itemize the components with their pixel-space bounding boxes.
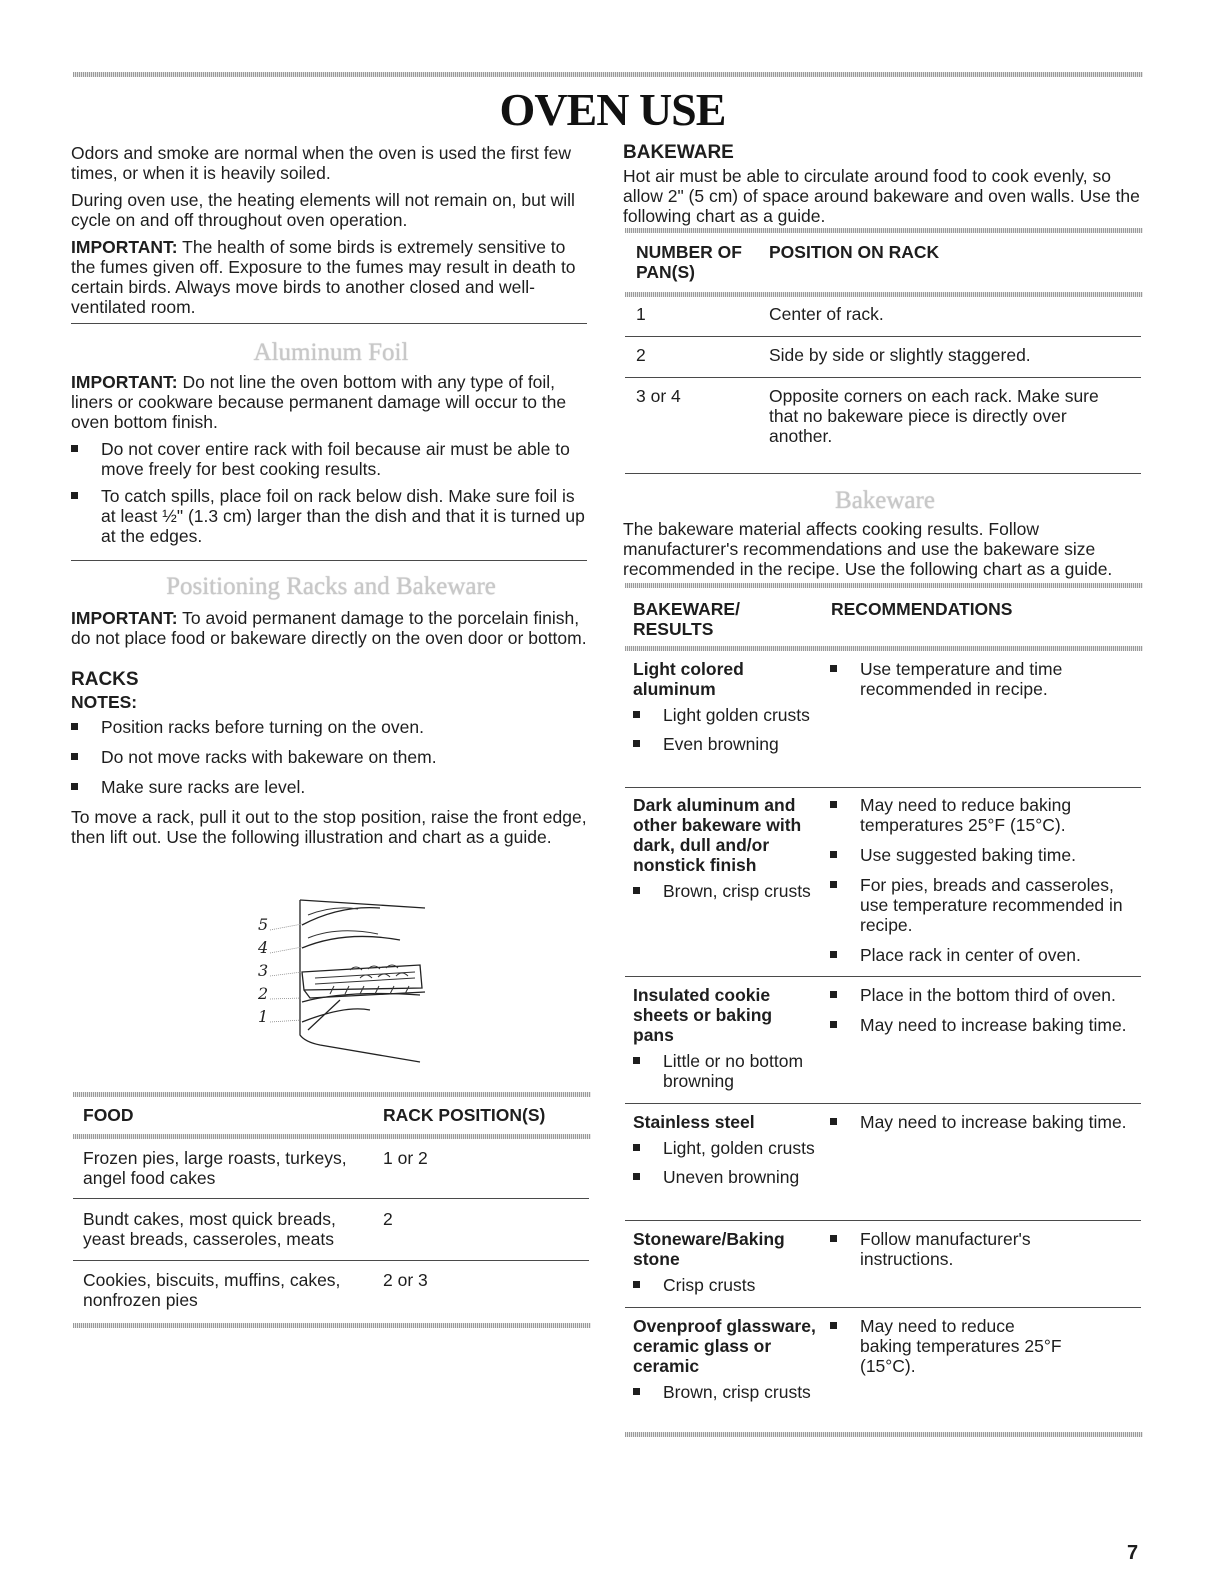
row-divider [73,1198,589,1199]
bullet-icon [633,1057,640,1064]
bullet-icon [830,801,837,808]
bullet-icon [71,783,78,790]
bullet-text: Place rack in center of oven. [860,945,1081,965]
bullet-icon [633,711,640,718]
recommendation-cell [830,1112,1140,1139]
bakeware-heading: BAKEWARE [623,142,734,163]
bakeware-type-cell [633,659,818,761]
page-title: OVEN USE [499,84,726,135]
note-bullet [71,747,591,767]
result-bullet [633,734,818,754]
bullet-icon [830,991,837,998]
table-cell: Cookies, biscuits, muffins, cakes, nonfrozen pies [83,1270,341,1310]
bakeware-type-cell [633,985,808,1098]
table-rule [625,1432,1143,1437]
table-cell: Bundt cakes, most quick breads, yeast breads, casseroles, meats [83,1209,336,1249]
table-cell: Frozen pies, large roasts, turkeys, angel food cakes [83,1148,347,1188]
bullet-text: Make sure racks are level. [101,777,306,797]
recommendation-cell [830,659,1135,706]
bullet-text: Light, golden crusts [663,1138,815,1158]
bullet-text: To catch spills, place foil on rack below dish. Make sure foil is at least ½" (1.3 cm) larger than the dish and that it is turned up at the edges. [101,486,585,546]
rack-label: 2 [258,984,269,1003]
bullet-text: May need to reduce baking temperatures 25°F (15°C). [860,1316,1062,1376]
bullet-text: May need to reduce baking temperatures 25°F (15°C). [860,795,1072,835]
row-divider [625,1103,1141,1104]
rack-label: 4 [258,938,269,957]
section-divider [625,473,1141,474]
aluminum-foil-title: Aluminum Foil [253,339,409,366]
table-cell: 1 or 2 [383,1148,428,1168]
bullet-icon [71,753,78,760]
bullet-icon [633,1173,640,1180]
table-cell: 2 [383,1209,393,1229]
table-rule [625,292,1143,297]
important-text: Do not line the oven bottom with any type of foil, liners or cookware because permanent damage will occur to the oven bottom finish. [71,372,567,432]
rack-label: 1 [258,1007,269,1026]
positioning-important [71,608,591,648]
bullet-text: May need to increase baking time. [860,1015,1127,1035]
intro-paragraph-2: During oven use, the heating elements will not remain on, but will cycle on and off throughout oven operation. [71,190,575,230]
result-bullet [633,881,818,901]
bullet-icon [830,1235,837,1242]
important-label: IMPORTANT: [71,608,178,628]
bakeware-name: Stainless steel [633,1112,755,1132]
bullet-text: Do not cover entire rack with foil because air must be able to move freely for best cooking results. [101,439,570,479]
bullet-text: Even browning [663,734,779,754]
rack-illustration [250,890,430,1065]
table-header: RECOMMENDATIONS [831,599,1013,619]
bakeware-name: Ovenproof glassware, ceramic glass or ceramic [633,1316,816,1376]
bullet-icon [71,723,78,730]
bullet-icon [633,1144,640,1151]
top-rule [73,72,1143,77]
table-rule [73,1134,591,1139]
foil-important [71,372,591,432]
recommendation-bullet [830,1015,1140,1035]
row-divider [625,1307,1141,1308]
intro-section [71,143,591,324]
bakeware-type-cell [633,1112,818,1194]
bullet-icon [830,951,837,958]
bakeware-name: Light colored aluminum [633,659,744,699]
bullet-icon [71,492,78,499]
bullet-text: Light golden crusts [663,705,810,725]
rack-label: 3 [258,961,269,980]
recommendation-bullet [830,1229,1050,1269]
positioning-title: Positioning Racks and Bakeware [166,573,496,600]
important-text: To avoid permanent damage to the porcelain finish, do not place food or bakeware directly on the oven door or bottom. [71,608,587,648]
important-label: IMPORTANT: [71,237,178,257]
result-bullet [633,1275,818,1295]
notes-heading: NOTES: [71,692,138,712]
table-cell: 2 [636,345,646,365]
recommendation-bullet [830,945,1140,965]
bullet-icon [633,740,640,747]
foil-bullet [71,439,591,479]
table-cell: Center of rack. [769,304,884,324]
recommendation-bullet [830,659,1135,699]
result-bullet [633,705,818,725]
table-cell: 3 or 4 [636,386,681,406]
bullet-icon [830,851,837,858]
bakeware-intro-text: Hot air must be able to circulate around food to cook evenly, so allow 2" (5 cm) of space around bakeware and oven walls. Use the following chart as a guide. [623,166,1140,226]
recommendation-bullet [830,795,1140,835]
result-bullet [633,1138,818,1158]
recommendation-cell [830,1316,1070,1383]
bullet-text: Brown, crisp crusts [663,881,811,901]
row-divider [625,377,1141,378]
bullet-text: Use temperature and time recommended in recipe. [860,659,1063,699]
bullet-icon [830,1118,837,1125]
aluminum-foil-section [71,338,591,553]
bullet-icon [633,887,640,894]
note-bullet [71,777,591,797]
bullet-text: Follow manufacturer's instructions. [860,1229,1031,1269]
section-divider [71,560,587,561]
recommendation-bullet [830,875,1140,935]
table-cell: Opposite corners on each rack. Make sure that no bakeware piece is directly over another. [769,386,1099,446]
recommendation-cell [830,985,1140,1042]
row-divider [625,1220,1141,1221]
positioning-section [71,572,591,854]
table-header: POSITION ON RACK [769,242,940,262]
move-rack-text: To move a rack, pull it out to the stop position, raise the front edge, then lift out. Use the following illustration and chart as a guide. [71,807,587,847]
bullet-icon [830,881,837,888]
recommendation-cell [830,1229,1050,1276]
bullet-icon [830,665,837,672]
bakeware-results-table [625,583,1143,1438]
bullet-text: Place in the bottom third of oven. [860,985,1116,1005]
bakeware-type-cell [633,1316,818,1409]
intro-paragraph-1: Odors and smoke are normal when the oven is used the first few times, or when it is heavily soiled. [71,143,571,183]
table-header: NUMBER OF PAN(S) [636,242,742,282]
table-header: FOOD [83,1105,134,1125]
pan-position-table [625,228,1143,476]
bullet-text: Crisp crusts [663,1275,756,1295]
row-divider [625,787,1141,788]
table-rule [625,646,1143,651]
table-header: RACK POSITION(S) [383,1105,546,1125]
result-bullet [633,1167,818,1187]
bakeware-section [623,486,1147,586]
important-label: IMPORTANT: [71,372,178,392]
bullet-text: Do not move racks with bakeware on them. [101,747,437,767]
bullet-text: For pies, breads and casseroles, use temperature recommended in recipe. [860,875,1123,935]
page-number: 7 [1127,1542,1139,1564]
table-cell: 1 [636,304,646,324]
bullet-icon [830,1322,837,1329]
note-bullet [71,717,591,737]
bakeware-intro [623,143,1147,233]
intro-important [71,237,591,317]
recommendation-bullet [830,845,1140,865]
recommendation-cell [830,795,1140,972]
row-divider [625,976,1141,977]
bakeware-text: The bakeware material affects cooking results. Follow manufacturer's recommendations and use the bakeware size recommended in the recipe. Use the following chart as a guide. [623,519,1113,579]
table-rule [73,1323,591,1328]
bakeware-type-cell [633,1229,818,1302]
bullet-text: Use suggested baking time. [860,845,1076,865]
table-cell: 2 or 3 [383,1270,428,1290]
racks-heading: RACKS [71,669,139,690]
food-rack-table [73,1092,591,1322]
bullet-icon [633,1281,640,1288]
bakeware-name: Dark aluminum and other bakeware with dark, dull and/or nonstick finish [633,795,802,875]
bullet-text: Brown, crisp crusts [663,1382,811,1402]
bullet-icon [633,1388,640,1395]
bullet-text: Little or no bottom browning [663,1051,804,1091]
table-header: BAKEWARE/ RESULTS [633,599,740,639]
foil-bullet [71,486,591,546]
recommendation-bullet [830,1112,1140,1132]
bullet-text: Position racks before turning on the oven. [101,717,424,737]
result-bullet [633,1051,808,1091]
bullet-icon [71,445,78,452]
bakeware-name: Insulated cookie sheets or baking pans [633,985,773,1045]
bullet-text: May need to increase baking time. [860,1112,1127,1132]
bakeware-type-cell [633,795,818,908]
result-bullet [633,1382,818,1402]
bullet-icon [830,1021,837,1028]
table-cell: Side by side or slightly staggered. [769,345,1031,365]
important-text: The health of some birds is extremely sensitive to the fumes given off. Exposure to the fumes may result in death to certain birds. Always move birds to another closed and well-ventilated room. [71,237,576,317]
bakeware-title: Bakeware [835,487,935,514]
rack-label: 5 [258,915,269,934]
section-divider [71,323,587,324]
row-divider [625,336,1141,337]
recommendation-bullet [830,985,1140,1005]
row-divider [73,1260,589,1261]
bakeware-name: Stoneware/Baking stone [633,1229,785,1269]
recommendation-bullet [830,1316,1070,1376]
bullet-text: Uneven browning [663,1167,800,1187]
